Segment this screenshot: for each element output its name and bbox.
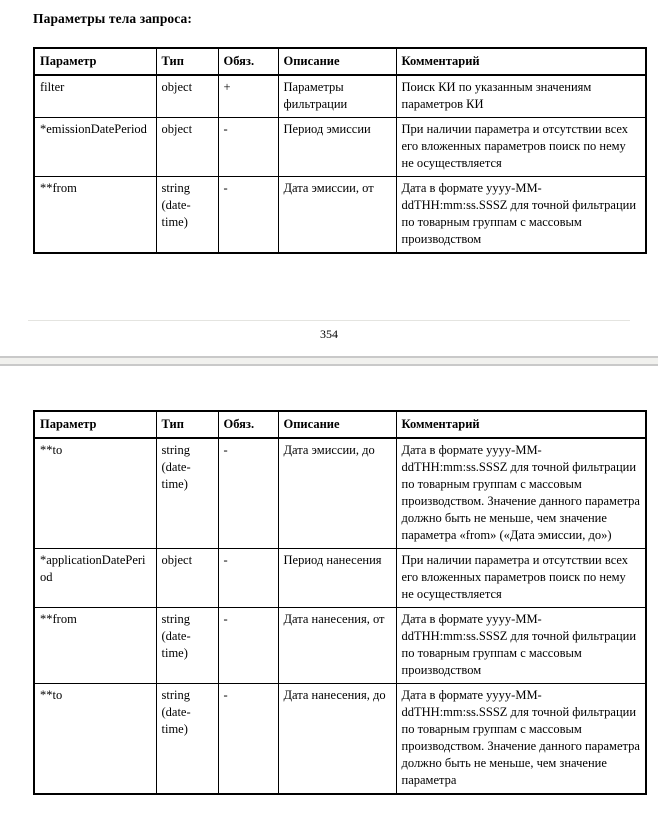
table-cell: string (date-time) <box>156 438 218 549</box>
column-header: Описание <box>278 411 396 438</box>
document-page-354 <box>0 0 658 356</box>
table-cell: Параметры фильтрации <box>278 75 396 118</box>
table-cell: - <box>218 118 278 177</box>
table-cell: Дата эмиссии, от <box>278 177 396 254</box>
column-header: Параметр <box>34 411 156 438</box>
table-cell: - <box>218 438 278 549</box>
table-row <box>34 75 646 118</box>
page-number: 354 <box>320 327 338 341</box>
table-cell: Поиск КИ по указанным значениям параметров КИ <box>396 75 646 118</box>
table-cell: object <box>156 549 218 608</box>
page-break-separator <box>0 356 658 366</box>
table-cell: При наличии параметра и отсутствии всех его вложенных параметров поиск по нему не осуществляется <box>396 118 646 177</box>
table-cell: *emissionDatePeriod <box>34 118 156 177</box>
table-cell: object <box>156 118 218 177</box>
table-cell: *applicationDatePeriod <box>34 549 156 608</box>
table-cell: string (date-time) <box>156 684 218 795</box>
table-cell: Дата нанесения, от <box>278 608 396 684</box>
column-header: Тип <box>156 48 218 75</box>
table-cell: + <box>218 75 278 118</box>
table-cell: filter <box>34 75 156 118</box>
request-body-params-table-continued <box>33 410 647 795</box>
table-cell: **to <box>34 438 156 549</box>
section-title: Параметры тела запроса: <box>33 11 192 26</box>
table-row <box>34 684 646 795</box>
table-cell: string (date-time) <box>156 177 218 254</box>
column-header: Обяз. <box>218 48 278 75</box>
column-header: Обяз. <box>218 411 278 438</box>
header-row <box>34 48 646 75</box>
column-header: Комментарий <box>396 411 646 438</box>
table-cell: Период эмиссии <box>278 118 396 177</box>
table-cell: Дата в формате yyyy-MM-ddTHH:mm:ss.SSSZ для точной фильтрации по товарным группам с массовым производством <box>396 177 646 254</box>
table-cell: - <box>218 684 278 795</box>
table-cell: Период нанесения <box>278 549 396 608</box>
table-row <box>34 608 646 684</box>
column-header: Параметр <box>34 48 156 75</box>
request-body-params-table <box>33 47 647 254</box>
column-header: Тип <box>156 411 218 438</box>
footer-divider <box>28 320 630 321</box>
column-header: Комментарий <box>396 48 646 75</box>
table-cell: - <box>218 549 278 608</box>
table-cell: Дата в формате yyyy-MM-ddTHH:mm:ss.SSSZ для точной фильтрации по товарным группам с массовым производством. Значение данного параметра должно быть не меньше, чем значение параметра <box>396 684 646 795</box>
header-row <box>34 411 646 438</box>
column-header: Описание <box>278 48 396 75</box>
table-cell: **from <box>34 608 156 684</box>
table-cell: - <box>218 177 278 254</box>
table-row <box>34 118 646 177</box>
table-row <box>34 177 646 254</box>
table-cell: Дата нанесения, до <box>278 684 396 795</box>
document-page-355 <box>0 366 658 817</box>
table-cell: object <box>156 75 218 118</box>
table-cell: **from <box>34 177 156 254</box>
table-row <box>34 438 646 549</box>
table-cell: Дата в формате yyyy-MM-ddTHH:mm:ss.SSSZ для точной фильтрации по товарным группам с массовым производством <box>396 608 646 684</box>
table-cell: Дата в формате yyyy-MM-ddTHH:mm:ss.SSSZ для точной фильтрации по товарным группам с массовым производством. Значение данного параметра должно быть не меньше, чем значение параметра «from» («Дата эмиссии, до») <box>396 438 646 549</box>
table-cell: При наличии параметра и отсутствии всех его вложенных параметров поиск по нему не осуществляется <box>396 549 646 608</box>
table-cell: Дата эмиссии, до <box>278 438 396 549</box>
table-row <box>34 549 646 608</box>
table-cell: - <box>218 608 278 684</box>
table-cell: **to <box>34 684 156 795</box>
table-cell: string (date-time) <box>156 608 218 684</box>
